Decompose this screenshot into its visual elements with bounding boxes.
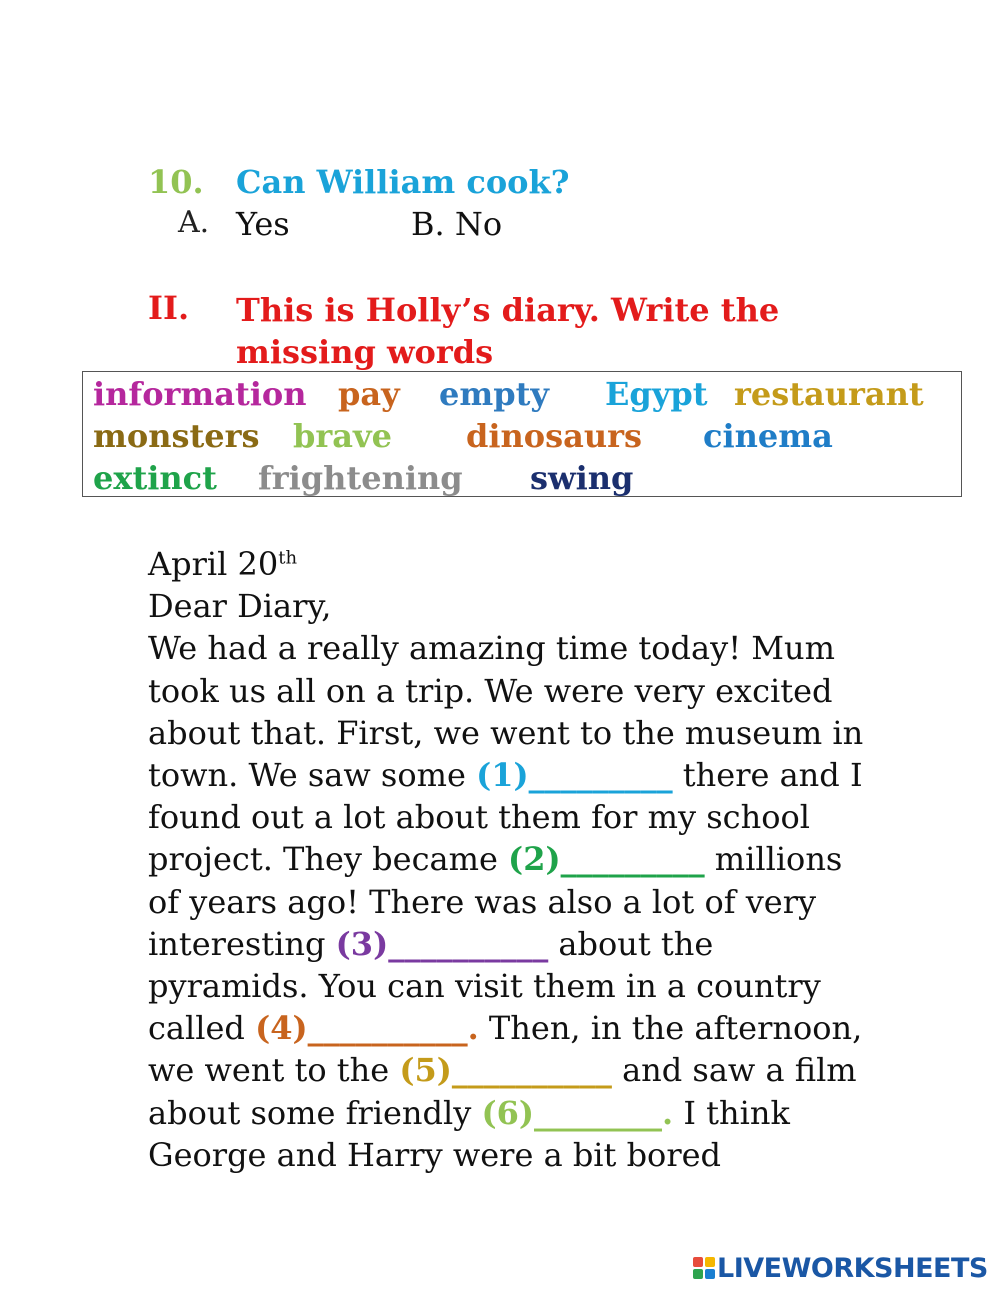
- blank-6[interactable]: (6)________.: [481, 1093, 674, 1132]
- section-title: This is Holly’s diary. Write the missing words: [236, 291, 780, 371]
- question-text: Can William cook?: [236, 163, 570, 201]
- diary-line-text: we went to the: [148, 1051, 400, 1090]
- word-bank-item: monsters: [93, 417, 260, 455]
- diary-line: [148, 754, 863, 796]
- word-bank-item: frightening: [258, 459, 463, 497]
- diary-line-text: about some friendly: [148, 1093, 482, 1132]
- diary-line: [148, 1092, 863, 1134]
- section-number: II.: [148, 289, 190, 327]
- diary-line-text: and saw a film: [611, 1051, 857, 1090]
- diary-line-text: interesting: [148, 924, 336, 963]
- diary-line: [148, 838, 863, 880]
- diary-line: George and Harry were a bit bored: [148, 1135, 722, 1174]
- diary-line: [148, 1007, 863, 1049]
- diary-line: about that. First, we went to the museum in: [148, 713, 864, 752]
- diary-date-suffix: th: [278, 547, 298, 569]
- logo-blocks-icon: [693, 1257, 715, 1279]
- option-a-letter: A.: [178, 205, 210, 240]
- diary-line-text: called: [148, 1009, 256, 1048]
- logo-text: LIVEWORKSHEETS: [717, 1252, 988, 1284]
- word-bank-item: brave: [293, 417, 392, 455]
- diary-line: of years ago! There was also a lot of very: [148, 882, 817, 921]
- liveworksheets-logo: [693, 1253, 988, 1283]
- word-bank-item: pay: [338, 375, 400, 413]
- diary-line: [148, 923, 863, 965]
- blank-4[interactable]: (4)__________.: [255, 1009, 479, 1048]
- diary-line-text: project. They became: [148, 840, 509, 879]
- option-b-answer[interactable]: B. No: [411, 205, 503, 243]
- diary-line-text: about the: [548, 924, 714, 963]
- diary-date-line: [148, 543, 863, 585]
- diary-line: found out a lot about them for my school: [148, 798, 810, 837]
- question-number: 10.: [148, 163, 204, 201]
- diary-date: April 20: [148, 545, 279, 583]
- option-a-answer[interactable]: Yes: [236, 205, 290, 243]
- blank-2[interactable]: (2)_________: [508, 840, 705, 879]
- word-bank-item: information: [93, 375, 307, 413]
- blank-3[interactable]: (3)__________: [335, 924, 549, 963]
- word-bank-item: dinosaurs: [466, 417, 643, 455]
- diary-line-text: town. We saw some: [148, 756, 477, 795]
- word-bank-item: swing: [530, 459, 634, 497]
- diary-line-text: I think: [673, 1093, 790, 1132]
- diary-greeting: Dear Diary,: [148, 587, 332, 626]
- diary-line-text: millions: [704, 840, 843, 879]
- blank-5[interactable]: (5)__________: [399, 1051, 612, 1090]
- diary-text: [148, 543, 863, 1176]
- word-bank-item: cinema: [703, 417, 833, 455]
- word-bank-item: empty: [439, 375, 549, 413]
- word-bank-item: Egypt: [605, 375, 708, 413]
- diary-line: [148, 1049, 863, 1091]
- diary-line-text: there and I: [672, 756, 863, 795]
- word-bank: [82, 371, 962, 497]
- diary-line: We had a really amazing time today! Mum: [148, 629, 835, 668]
- blank-1[interactable]: (1)_________: [476, 756, 673, 795]
- diary-line: took us all on a trip. We were very excited: [148, 671, 833, 710]
- word-bank-item: extinct: [93, 459, 217, 497]
- diary-line-text: Then, in the afternoon,: [478, 1009, 863, 1048]
- diary-line: pyramids. You can visit them in a country: [148, 967, 821, 1006]
- word-bank-item: restaurant: [734, 375, 924, 413]
